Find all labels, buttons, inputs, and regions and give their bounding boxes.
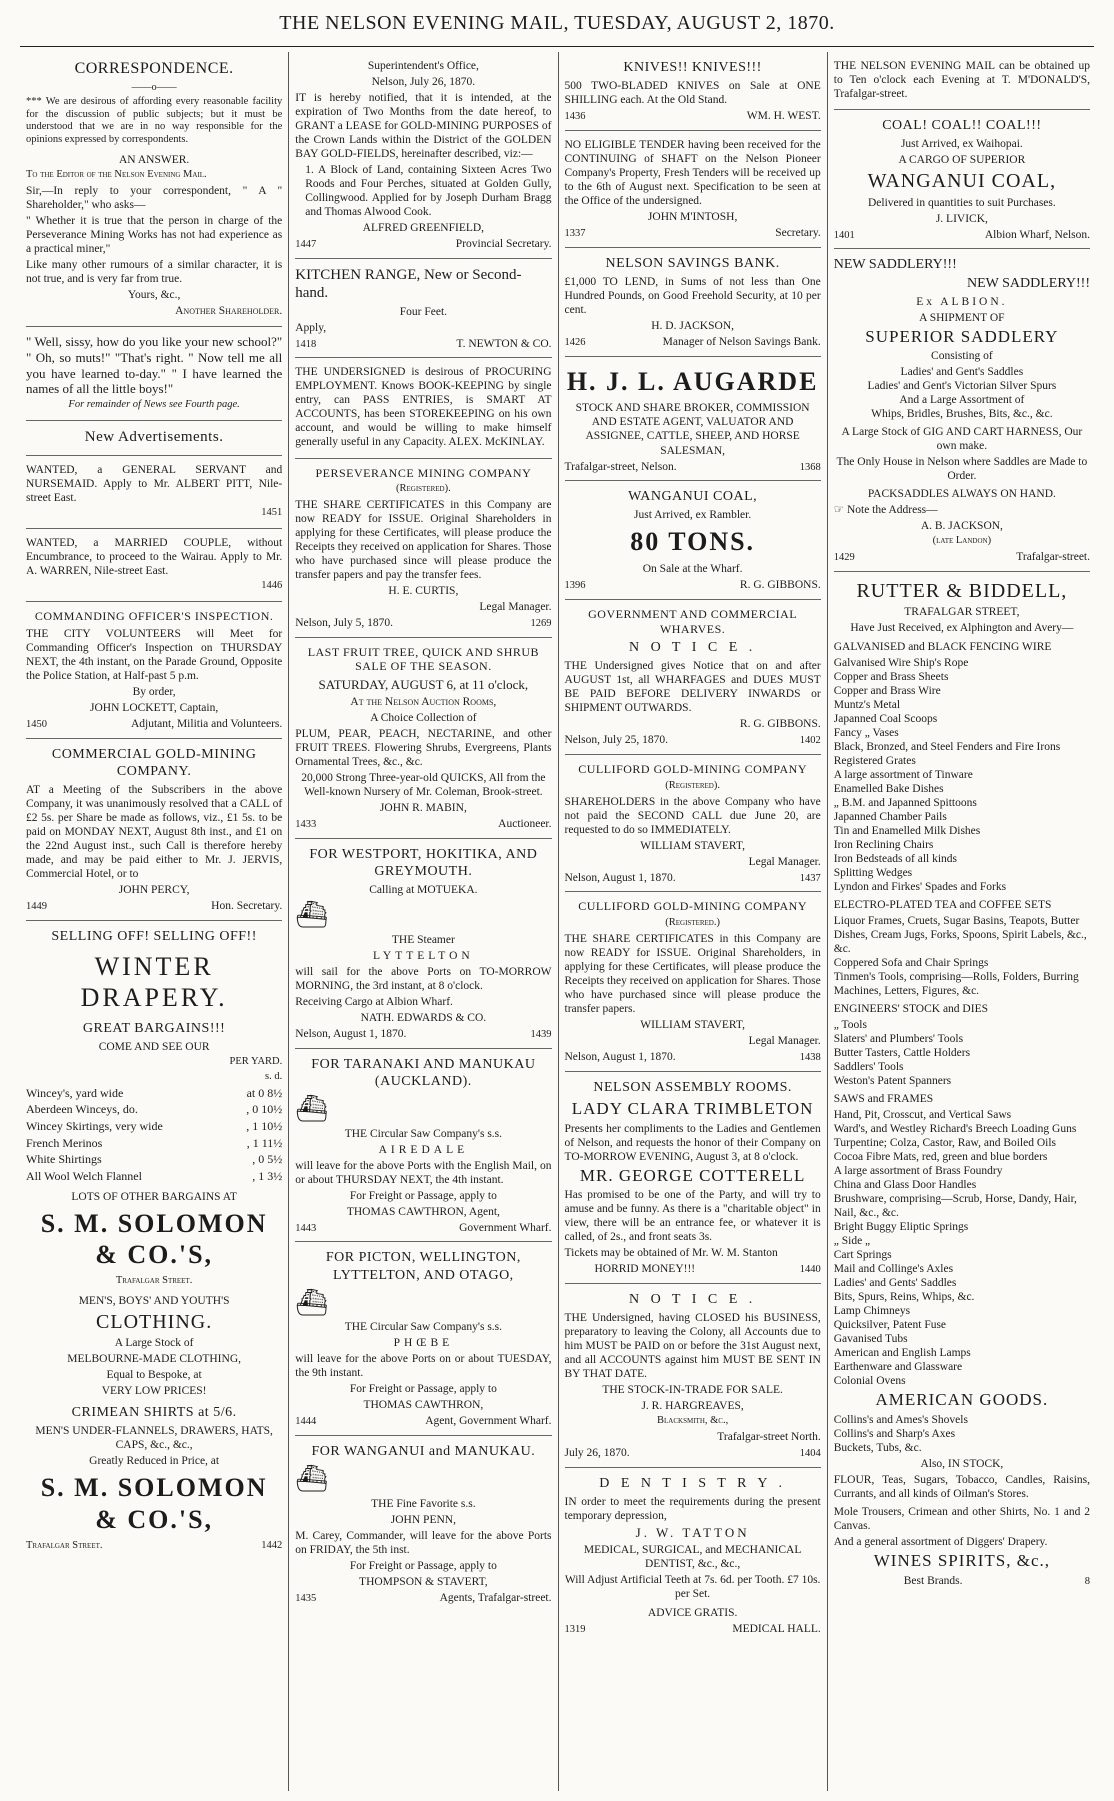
pointing-hand-icon: ☞ xyxy=(833,504,847,517)
taranaki-ship-name: AIREDALE xyxy=(378,1143,469,1156)
fruit-choice: A Choice Collection of xyxy=(370,711,477,724)
taranaki-heading: FOR TARANAKI AND MANUKAU (AUCKLAND). xyxy=(311,1056,536,1089)
clothing-heading: CLOTHING. xyxy=(96,1310,213,1333)
saddlery-items: Ladies' and Gent's Saddles Ladies' and Gent's Victorian Silver Spurs And a Large Assortment of Whips, Bridles, Brushes, Bits, &c., &c. xyxy=(867,366,1057,421)
ship-icon: ⛴ xyxy=(295,1464,329,1494)
savings-signature-2: Manager of Nelson Savings Bank. xyxy=(662,335,821,348)
ad-number: 1426 xyxy=(564,336,586,348)
kitchen-range-ad xyxy=(295,259,551,358)
culliford-registered: (Registered). xyxy=(665,779,720,791)
culliford-body: SHAREHOLDERS in the above Company who have not paid the SECOND CALL due June 20, are requested to do so IMMEDIATELY. xyxy=(564,795,821,836)
ad-number: 1402 xyxy=(799,735,821,747)
picton-signature-2: Agent, Government Wharf. xyxy=(425,1415,552,1428)
mr-body: Has promised to be one of the Party, and will try to amuse and be funny. As there is a "charitable object" in view, there will be an entrance fee, or whatever it is called, of 2s., and front seats 3s. xyxy=(564,1189,821,1244)
price-row xyxy=(26,1169,282,1184)
taranaki-body: will leave for the above Ports with the English Mail, on or about THURSDAY NEXT, the 4th instant. xyxy=(295,1159,552,1186)
picton-freight: For Freight or Passage, apply to xyxy=(349,1383,497,1396)
kitchen-signature: T. NEWTON & CO. xyxy=(456,337,552,350)
inspection-signature: JOHN LOCKETT, Captain, xyxy=(90,701,219,714)
column-4 xyxy=(828,52,1096,1791)
westport-cargo: Receiving Cargo at Albion Wharf. xyxy=(295,995,453,1008)
lease-date: Nelson, July 26, 1870. xyxy=(371,76,476,89)
augarde-address: Trafalgar-street, Nelson. xyxy=(564,460,677,473)
culliford-ad xyxy=(565,892,821,1071)
ad-number: 1436 xyxy=(564,111,586,123)
column-2 xyxy=(289,52,558,1791)
westport-calling: Calling at MOTUEKA. xyxy=(369,884,478,897)
hargreaves-trade: Blacksmith, &c., xyxy=(657,1415,729,1427)
taranaki-signature-2: Government Wharf. xyxy=(459,1221,552,1234)
price-value: , 1 3½ xyxy=(252,1168,283,1183)
perseverance-body: THE SHARE CERTIFICATES in this Company are now READY for ISSUE. Original Shareholders in applying for these Certificates, will please produce the Receipts they received on application for Shares. Those who have purchased since will please produce the transfer papers and pay the transfer fees. xyxy=(295,498,552,581)
correspondence-note: *** We are desirous of affording every reasonable facility for the discussion of public subjects; but it must be understood that we are in no way responsible for the opinions expressed by correspondents. xyxy=(26,95,283,146)
under-flannels: MEN'S UNDER-FLANNELS, DRAWERS, HATS, CAPS, &c., &c., xyxy=(35,1425,273,1452)
wanganui-coal-wharf: On Sale at the Wharf. xyxy=(642,563,743,576)
ship-icon: ⛴ xyxy=(295,1093,329,1123)
tender-signature: JOHN M'INTOSH, xyxy=(647,210,738,223)
kitchen-range-heading: KITCHEN RANGE, New or Second-hand. xyxy=(295,266,522,302)
westport-steamer: THE Steamer xyxy=(391,933,455,946)
taranaki-ad xyxy=(295,1049,551,1243)
late-landon: (late Landon) xyxy=(932,535,992,547)
price-value: , 1 10½ xyxy=(246,1119,283,1134)
picton-ad xyxy=(295,1242,551,1436)
ad-number: 1447 xyxy=(295,239,317,251)
inspection-ad xyxy=(26,602,282,739)
column-3 xyxy=(559,52,828,1791)
price-item: White Shirtings xyxy=(26,1152,102,1167)
picton-heading: FOR PICTON, WELLINGTON, LYTTELTON, AND OTAGO, xyxy=(325,1250,521,1283)
commercial-gold-body: AT a Meeting of the Subscribers in the above Company, it was unanimously resolved that a CALL of £2 5s. per Share be made as follows, viz., £1 5s. to be paid on MONDAY NEXT, August 8th inst., and £1 on the 22nd August inst., such Call is therefore hereby made, and may be paid either to Mr. J. JERVIS, Commercial Hotel, or to xyxy=(26,783,283,880)
solomon-name: S. M. SOLOMON & CO.'S, xyxy=(40,1473,268,1535)
coal-heading: COAL! COAL!! COAL!!! xyxy=(882,118,1042,134)
engineers-heading: ENGINEERS' STOCK and DIES xyxy=(833,1002,988,1015)
wanganui-coal-signature: R. G. GIBBONS. xyxy=(739,579,821,592)
saws-heading: SAWS and FRAMES xyxy=(833,1092,934,1105)
wanganui-coal-heading: WANGANUI COAL, xyxy=(628,489,758,505)
very-low-prices: VERY LOW PRICES! xyxy=(101,1385,207,1398)
gig-harness: A Large Stock of GIG AND CART HARNESS, Our own make. xyxy=(841,426,1083,453)
flour-line: FLOUR, Teas, Sugars, Tobacco, Candles, Raisins, Currants, and all kinds of Oilman's Stores. xyxy=(833,1474,1090,1501)
assembly-heading: NELSON ASSEMBLY ROOMS. xyxy=(593,1079,792,1095)
sissy-text: " Well, sissy, how do you like your new school?" " Oh, so muts!" "That's right. " Now tell me all you have learned to-day." " I have learned the names of all the little boys!" xyxy=(26,333,283,397)
answer-paragraph: " Whether it is true that the person in charge of the Perseverance Mining Works has not had experience as a practical miner," xyxy=(26,214,283,255)
ad-number: 1404 xyxy=(799,1448,821,1460)
saddlery-ad xyxy=(834,249,1090,572)
ad-number: 1440 xyxy=(799,1264,821,1276)
inspection-signature-2: Adjutant, Militia and Volunteers. xyxy=(130,717,283,730)
note-address xyxy=(834,503,1090,517)
coal-cargo: A CARGO OF SUPERIOR xyxy=(898,154,1026,167)
tickets: Tickets may be obtained of Mr. W. M. Stanton xyxy=(564,1247,778,1260)
ad-number: 1435 xyxy=(295,1593,317,1605)
knives-signature: WM. H. WEST. xyxy=(746,110,821,123)
westport-signature: NATH. EDWARDS & CO. xyxy=(360,1011,487,1024)
perseverance-registered: (Registered). xyxy=(396,483,451,495)
price-item: Aberdeen Winceys, do. xyxy=(26,1102,138,1117)
answer-to: To the Editor of the Nelson Evening Mail. xyxy=(26,168,207,180)
price-item: Wincey's, yard wide xyxy=(26,1085,124,1100)
price-row xyxy=(26,1102,282,1117)
westport-body: will sail for the above Ports on TO-MORROW MORNING, the 3rd instant, at 8 o'clock. xyxy=(295,965,552,992)
rutter-street: TRAFALGAR STREET, xyxy=(904,606,1020,619)
ad-number: 1446 xyxy=(261,580,283,592)
fruit-signature: JOHN R. MABIN, xyxy=(379,802,467,815)
wharves-date: Nelson, July 25, 1870. xyxy=(564,734,668,747)
culliford-ad xyxy=(565,755,821,892)
superintendent-office: Superintendent's Office, xyxy=(367,60,479,72)
hargreaves-signature: J. R. HARGREAVES, xyxy=(641,1400,744,1413)
wines-spirits: WINES SPIRITS, &c., xyxy=(873,1551,1050,1571)
engineers-items: „ Tools Slaters' and Plumbers' Tools Butter Tasters, Cattle Holders Saddlers' Tools Weston's Patent Spanners xyxy=(833,1018,971,1087)
westport-heading: FOR WESTPORT, HOKITIKA, AND GREYMOUTH. xyxy=(309,846,538,879)
new-saddlery: NEW SADDLERY!!! xyxy=(833,257,957,273)
notice-heading: N O T I C E . xyxy=(628,1292,757,1308)
perseverance-signature: H. E. CURTIS, xyxy=(388,585,459,598)
assembly-ad xyxy=(565,1072,821,1284)
perseverance-date: Nelson, July 5, 1870. xyxy=(295,617,393,630)
wanganui-signature: THOMPSON & STAVERT, xyxy=(359,1576,488,1589)
masthead: THE NELSON EVENING MAIL, TUESDAY, AUGUST 2, 1870. xyxy=(20,12,1094,47)
electro-heading: ELECTRO-PLATED TEA and COFFEE SETS xyxy=(833,898,1052,911)
perseverance-ad xyxy=(295,459,551,638)
augarde-name: H. J. L. AUGARDE xyxy=(566,366,819,396)
commercial-gold-heading: COMMERCIAL GOLD-MINING COMPANY. xyxy=(51,746,257,779)
lady-body: Presents her compliments to the Ladies and Gentlemen of Nelson, and requests the honor of their Company on TO-MORROW EVENING, August 3, at 8 o'clock. xyxy=(564,1122,821,1163)
westport-ad xyxy=(295,839,551,1049)
ad-number: 1442 xyxy=(261,1539,283,1551)
per-yard: PER YARD. xyxy=(229,1056,283,1068)
mail-note: THE NELSON EVENING MAIL can be obtained up to Ten o'clock each Evening at T. M'DONALD'S, Trafalgar-street. xyxy=(833,60,1090,101)
picton-body: will leave for the above Ports on or about TUESDAY, the 9th instant. xyxy=(295,1353,552,1380)
wanted-text: WANTED, a GENERAL SERVANT and NURSEMAID. Apply to Mr. ALBERT PITT, Nile-street East. xyxy=(26,464,283,505)
greatly-reduced: Greatly Reduced in Price, at xyxy=(89,1455,220,1468)
lots-of-bargains: LOTS OF OTHER BARGAINS AT xyxy=(71,1190,237,1203)
dentist-title: MEDICAL, SURGICAL, and MECHANICAL DENTIST, &c., &c., xyxy=(583,1544,802,1571)
dentistry-ad xyxy=(565,1468,821,1643)
culliford-body: THE SHARE CERTIFICATES in this Company are now READY for ISSUE. Original Shareholders, in applying for these Certificates, will please produce the Receipts they received on application for Shares. Those who have purchased since will please produce the transfer papers. xyxy=(564,932,821,1015)
wanganui-coal-ad xyxy=(565,481,821,600)
dentist-teeth: Will Adjust Artificial Teeth at 7s. 6d. per Tooth. £7 10s. per Set. xyxy=(564,1574,821,1601)
trafalgar-street: Trafalgar Street. xyxy=(115,1275,193,1287)
coal-signature-2: Albion Wharf, Nelson. xyxy=(984,228,1090,241)
stock-for-sale: THE STOCK-IN-TRADE FOR SALE. xyxy=(602,1384,783,1397)
price-row xyxy=(26,1136,282,1151)
shillings-pence: s. d. xyxy=(265,1071,283,1083)
note-address-label: Note the Address— xyxy=(846,504,938,517)
notice-heading: N O T I C E . xyxy=(628,640,757,656)
ad-number: 1443 xyxy=(295,1222,317,1234)
large-stock: A Large Stock of xyxy=(114,1337,194,1350)
westport-date: Nelson, August 1, 1870. xyxy=(295,1027,407,1040)
lady-name: LADY CLARA TRIMBLETON xyxy=(571,1098,814,1118)
ad-number: 1269 xyxy=(530,618,552,630)
kitchen-size: Four Feet. xyxy=(399,305,448,318)
price-value: , 0 10½ xyxy=(246,1102,283,1117)
divider: ——o—— xyxy=(131,81,177,93)
perseverance-heading: PERSEVERANCE MINING COMPANY xyxy=(315,465,532,480)
ex-albion: Ex ALBION. xyxy=(916,295,1008,308)
wanted-text: WANTED, a MARRIED COUPLE, without Encumbrance, to proceed to the Wairau. Apply to Mr. A. WARREN, Nile-street East. xyxy=(26,537,283,578)
employment-ad xyxy=(295,358,551,458)
fruit-heading: LAST FRUIT TREE, QUICK AND SHRUB SALE OF THE SEASON. xyxy=(307,644,540,674)
apply: Apply, xyxy=(295,321,327,334)
taranaki-signature: THOMAS CAWTHRON, Agent, xyxy=(346,1205,500,1218)
rutter-biddell-ad xyxy=(834,572,1090,1595)
mole-trousers: Mole Trousers, Crimean and other Shirts, No. 1 and 2 Canvas. xyxy=(833,1506,1090,1533)
winter-drapery: WINTER DRAPERY. xyxy=(80,951,228,1013)
savings-heading: NELSON SAVINGS BANK. xyxy=(605,255,780,271)
hargreaves-address: Trafalgar-street North. xyxy=(717,1431,821,1444)
remainder-note: For remainder of News see Fourth page. xyxy=(68,399,240,411)
inspection-by: By order, xyxy=(132,685,176,698)
culliford-date: Nelson, August 1, 1870. xyxy=(564,1050,676,1063)
wharves-signature: R. G. GIBBONS. xyxy=(739,718,821,731)
culliford-registered: (Registered.) xyxy=(665,917,720,929)
consisting: Consisting of xyxy=(931,350,993,363)
new-advertisements xyxy=(26,421,282,456)
ship-icon: ⛴ xyxy=(295,900,329,930)
ad-number: 1401 xyxy=(833,229,855,241)
fruit-signature-2: Auctioneer. xyxy=(498,818,552,831)
price-item: French Merinos xyxy=(26,1135,103,1150)
price-item: All Wool Welch Flannel xyxy=(26,1168,142,1183)
westport-ship-name: LYTTELTON xyxy=(373,949,474,962)
culliford-signature: WILLIAM STAVERT, xyxy=(640,839,745,852)
ad-number: 1444 xyxy=(295,1416,317,1428)
culliford-signature-2: Legal Manager. xyxy=(748,1034,821,1047)
ad-number: 1396 xyxy=(564,580,586,592)
answer-paragraph: Like many other rumours of a similar character, it is not true, and is very far from true. xyxy=(26,258,283,285)
price-value: , 1 11½ xyxy=(246,1135,283,1150)
fruit-sale-ad xyxy=(295,638,551,839)
ad-number: 1418 xyxy=(295,338,317,350)
wanganui-signature-2: Agents, Trafalgar-street. xyxy=(439,1592,552,1605)
dentistry-body: IN order to meet the requirements during the present temporary depression, xyxy=(564,1496,821,1523)
knives-heading: KNIVES!! KNIVES!!! xyxy=(623,60,762,75)
tender-body: NO ELIGIBLE TENDER having been received for the CONTINUING of SHAFT on the Nelson Pioneer Company's Property, Fresh Tenders will be received up to the 6th of August next. Specification to be seen at the Office of the undersigned. xyxy=(564,138,821,207)
picton-signature: THOMAS CAWTHRON, xyxy=(363,1399,484,1412)
answer-signature: Another Shareholder. xyxy=(175,304,283,317)
ship-icon: ⛴ xyxy=(295,1287,329,1317)
employment-body: THE UNDERSIGNED is desirous of PROCURING EMPLOYMENT. Knows BOOK-KEEPING by single entry, can PASS ENTRIES, is SMART AT ACCOUNTS, has been STOREKEEPING on his own account, and would be willing to make himself generally useful in any Capacity. ALEX. McKINLAY. xyxy=(295,366,552,449)
new-saddlery: NEW SADDLERY!!! xyxy=(966,276,1090,292)
culliford-heading: CULLIFORD GOLD-MINING COMPANY xyxy=(578,762,807,777)
lease-signature-2: Provincial Secretary. xyxy=(455,238,552,251)
wanganui-steamer: THE Fine Favorite s.s. xyxy=(371,1497,476,1510)
shipment: A SHIPMENT OF xyxy=(919,311,1005,324)
dentist-name: J. W. TATTON xyxy=(635,1525,750,1541)
ad-number: 1368 xyxy=(799,461,821,473)
wharves-heading: GOVERNMENT AND COMMERCIAL WHARVES. xyxy=(588,606,798,636)
solomon-name: S. M. SOLOMON & CO.'S, xyxy=(40,1208,268,1270)
picton-steamer: THE Circular Saw Company's s.s. xyxy=(344,1321,503,1334)
wanganui-ship-name: JOHN PENN, xyxy=(390,1514,456,1526)
hargreaves-date: July 26, 1870. xyxy=(564,1447,630,1460)
tender-ad xyxy=(565,131,821,248)
come-and-see: COME AND SEE OUR xyxy=(98,1041,210,1054)
saws-items: Hand, Pit, Crosscut, and Vertical Saws Ward's, and Westley Richard's Breech Loading Guns Turpentine; Colza, Castor, Raw, and Boiled Oils Cocoa Fibre Mats, red, green and blue borders A large assortment of Brass Foundry China and Glass Door Handles Brushware, comprising—Scrub, Horse, Dandy, Hair, Nail, &c., &c. Bright Buggy Eliptic Springs „ Side „ Cart Springs Mail and Collinge's Axles Ladies' and Gents' Saddles Bits, Spurs, Reins, Whips, &c. Lamp Chimneys Quicksilver, Patent Fuse Gavanised Tubs American and English Lamps Earthenware and Glassware Colonial Ovens xyxy=(833,1109,1077,1388)
equal-to-bespoke: Equal to Bespoke, at xyxy=(106,1369,202,1382)
dentistry-heading: D E N T I S T R Y . xyxy=(599,1476,786,1492)
wharves-ad xyxy=(565,600,821,755)
superior-saddlery: SUPERIOR SADDLERY xyxy=(865,326,1059,346)
fruit-date: SATURDAY, AUGUST 6, at 11 o'clock, xyxy=(318,677,529,693)
culliford-heading: CULLIFORD GOLD-MINING COMPANY xyxy=(578,899,807,914)
rutter-received: Have Just Received, ex Alphington and Avery— xyxy=(850,622,1074,635)
wanganui-body: M. Carey, Commander, will leave for the above Ports on FRIDAY, the 5th inst. xyxy=(295,1530,552,1557)
correspondence-heading: CORRESPONDENCE. xyxy=(74,60,234,77)
ad-number: 1319 xyxy=(564,1624,586,1636)
jackson-address: Trafalgar-street. xyxy=(1016,551,1090,564)
new-ads-heading: New Advertisements. xyxy=(84,429,224,446)
tender-signature-2: Secretary. xyxy=(775,227,821,239)
lease-item: 1. A Block of Land, containing Sixteen Acres Two Roods and Four Perches, situated at Golden Gully, Collingwood. Applied for by Joseph Durham Bragg and Thomas Alwood Cook. xyxy=(305,164,552,219)
fruit-body: PLUM, PEAR, PEACH, NECTARINE, and other FRUIT TREES. Flowering Shrubs, Evergreens, Plants Ornamental Trees, &c., &c. xyxy=(295,727,552,769)
general-assortment: And a general assortment of Diggers' Drapery. xyxy=(833,1536,1048,1549)
wanganui-coal-arrived: Just Arrived, ex Rambler. xyxy=(634,509,752,522)
hargreaves-ad xyxy=(565,1284,821,1468)
taranaki-steamer: THE Circular Saw Company's s.s. xyxy=(344,1127,503,1140)
price-row xyxy=(26,1119,282,1134)
fruit-location: At the Nelson Auction Rooms, xyxy=(350,695,497,708)
horrid-money: HORRID MONEY!!! xyxy=(594,1263,696,1276)
ad-number: 1450 xyxy=(26,718,47,730)
ad-number: 1449 xyxy=(26,900,47,912)
wanted-ad xyxy=(26,529,282,602)
sissy-paragraph xyxy=(26,327,282,421)
trafalgar-street: Trafalgar Street. xyxy=(26,1539,103,1551)
commercial-gold-signature: JOHN PERCY, xyxy=(118,883,190,896)
only-house: The Only House in Nelson where Saddles are Made to Order. xyxy=(836,456,1088,483)
great-bargains: GREAT BARGAINS!!! xyxy=(82,1021,226,1037)
price-value: at 0 8½ xyxy=(246,1085,283,1100)
inspection-heading: COMMANDING OFFICER'S INSPECTION. xyxy=(34,609,274,624)
american-items: Collins's and Ames's Shovels Collins's and Sharp's Axes Buckets, Tubs, &c. xyxy=(833,1414,968,1455)
mr-name: MR. GEORGE COTTERELL xyxy=(579,1165,806,1185)
knives-body: 500 TWO-BLADED KNIVES on Sale at ONE SHILLING each. At the Old Stand. xyxy=(564,80,821,107)
medical-hall: MEDICAL HALL. xyxy=(732,1623,821,1636)
inspection-body: THE CITY VOLUNTEERS will Meet for Commanding Officer's Inspection on THURSDAY NEXT, the 4th instant, on the Parade Ground, Opposite the Police Station, at Half-past 5 p.m. xyxy=(26,627,283,682)
culliford-signature-2: Legal Manager. xyxy=(748,855,821,868)
column-1 xyxy=(20,52,289,1791)
ad-number: 1437 xyxy=(799,872,821,884)
crimean-shirts: CRIMEAN SHIRTS at 5/6. xyxy=(71,1405,237,1421)
galvanised-heading: GALVANISED and BLACK FENCING WIRE xyxy=(833,640,1052,653)
answer-yours: Yours, &c., xyxy=(127,288,181,301)
culliford-date: Nelson, August 1, 1870. xyxy=(564,871,676,884)
best-brands: Best Brands. xyxy=(903,1574,963,1587)
wanted-ad xyxy=(26,456,282,529)
lease-body: IT is hereby notified, that it is intended, at the expiration of Two Months from the date hereof, to GRANT a LEASE for GOLD-MINING PURPOSES of the Crown Lands within the District of the GOLDEN BAY GOLD-FIELDS, hereinafter described, viz:— xyxy=(295,92,552,161)
commercial-gold-ad xyxy=(26,739,282,921)
mail-note-ad xyxy=(834,52,1090,110)
columns xyxy=(20,52,1096,1791)
savings-bank-ad xyxy=(565,248,821,357)
answer-heading: AN ANSWER. xyxy=(118,153,190,166)
melbourne-clothing: MELBOURNE-MADE CLOTHING, xyxy=(67,1353,241,1366)
coal-delivered: Delivered in quantities to suit Purchases. xyxy=(867,196,1056,209)
answer-paragraph: Sir,—In reply to your correspondent, " A " Shareholder," who asks— xyxy=(26,184,283,211)
coal-arrived: Just Arrived, ex Waihopai. xyxy=(900,138,1023,151)
electro-items: Liquor Frames, Cruets, Sugar Basins, Teapots, Butter Dishes, Cream Jugs, Forks, Spoons, Spirit Labels, &c., &c. Coppered Sofa and Chair Springs Tinmen's Tools, comprising—Rolls, Folders, Burring Machines, Letters, Figures, &c. xyxy=(833,914,1087,997)
drapery-ad xyxy=(26,921,282,1559)
rutter-biddell-name: RUTTER & BIDDELL, xyxy=(856,580,1068,603)
augarde-body: STOCK AND SHARE BROKER, COMMISSION AND ESTATE AGENT, VALUATOR AND ASSIGNEE, CATTLE, SHEEP, AND HORSE SALESMAN, xyxy=(575,402,810,457)
ad-number: 1429 xyxy=(833,552,855,564)
hargreaves-body: THE Undersigned, having CLOSED his BUSINESS, preparatory to leaving the Colony, all Accounts due to him MUST be PAID on or before the 31st August next, and all ACCOUNTS against him MUST BE SENT IN BY THAT DATE. xyxy=(564,1312,821,1381)
fruit-quicks: 20,000 Strong Three-year-old QUICKS, All from the Well-known Nursery of Mr. Coleman, Brook-street. xyxy=(301,772,546,799)
coal-signature: J. LIVICK, xyxy=(935,212,988,225)
wanganui-coal: WANGANUI COAL, xyxy=(867,170,1057,193)
price-item: Wincey Skirtings, very wide xyxy=(26,1119,163,1134)
correspondence-section xyxy=(26,52,282,327)
ad-number: 1439 xyxy=(530,1028,552,1040)
picton-ship-name: PHŒBE xyxy=(393,1337,454,1350)
tons: 80 TONS. xyxy=(630,527,756,557)
wanganui-heading: FOR WANGANUI and MANUKAU. xyxy=(311,1444,536,1460)
wanganui-ad xyxy=(295,1436,551,1612)
also-in-stock: Also, IN STOCK, xyxy=(920,1458,1004,1471)
savings-signature: H. D. JACKSON, xyxy=(651,319,734,332)
price-row xyxy=(26,1152,282,1167)
augarde-ad xyxy=(565,357,821,482)
advice-gratis: ADVICE GRATIS. xyxy=(647,1607,738,1620)
taranaki-freight: For Freight or Passage, apply to xyxy=(349,1189,497,1202)
jackson-name: A. B. JACKSON, xyxy=(920,520,1003,533)
mens-clothing: MEN'S, BOYS' AND YOUTH'S xyxy=(78,1294,230,1307)
lease-signature: ALFRED GREENFIELD, xyxy=(362,222,485,235)
lease-ad xyxy=(295,52,551,259)
ad-number: 8 xyxy=(1084,1575,1090,1587)
packsaddles: PACKSADDLES ALWAYS ON HAND. xyxy=(867,488,1056,501)
ad-number: 1451 xyxy=(261,507,283,519)
galvanised-items: Galvanised Wire Ship's Rope Copper and Brass Sheets Copper and Brass Wire Muntz's Metal Japanned Coal Scoops Fancy „ Vases Black, Bronzed, and Steel Fenders and Fire Irons Registered Grates A large assortment of Tinware Enamelled Bake Dishes „ B.M. and Japanned Spittoons Japanned Chamber Pails Tin and Enamelled Milk Dishes Iron Reclining Chairs Iron Bedsteads of all kinds Splitting Wedges Lyndon and Firkes' Spades and Forks xyxy=(833,656,1061,893)
perseverance-signature-2: Legal Manager. xyxy=(479,601,552,614)
price-row xyxy=(26,1086,282,1101)
commercial-gold-signature-2: Hon. Secretary. xyxy=(211,899,283,912)
ad-number: 1438 xyxy=(799,1051,821,1063)
price-value: , 0 5½ xyxy=(252,1152,283,1167)
ad-number: 1433 xyxy=(295,819,317,831)
savings-body: £1,000 TO LEND, in Sums of not less than One Hundred Pounds, on Good Freehold Security, at 10 per cent. xyxy=(564,275,821,316)
culliford-signature: WILLIAM STAVERT, xyxy=(640,1018,745,1031)
american-goods: AMERICAN GOODS. xyxy=(875,1390,1049,1410)
ad-number: 1337 xyxy=(564,228,586,239)
wharves-body: THE Undersigned gives Notice that on and after AUGUST 1st, all WHARFAGES and DUES MUST BE PAID BEFORE DELIVERY INWARDS or SHIPMENT OUTWARDS. xyxy=(564,660,821,715)
knives-ad xyxy=(565,52,821,131)
coal-ad xyxy=(834,110,1090,249)
wanganui-freight: For Freight or Passage, apply to xyxy=(349,1560,497,1573)
selling-off: SELLING OFF! SELLING OFF!! xyxy=(51,928,257,944)
